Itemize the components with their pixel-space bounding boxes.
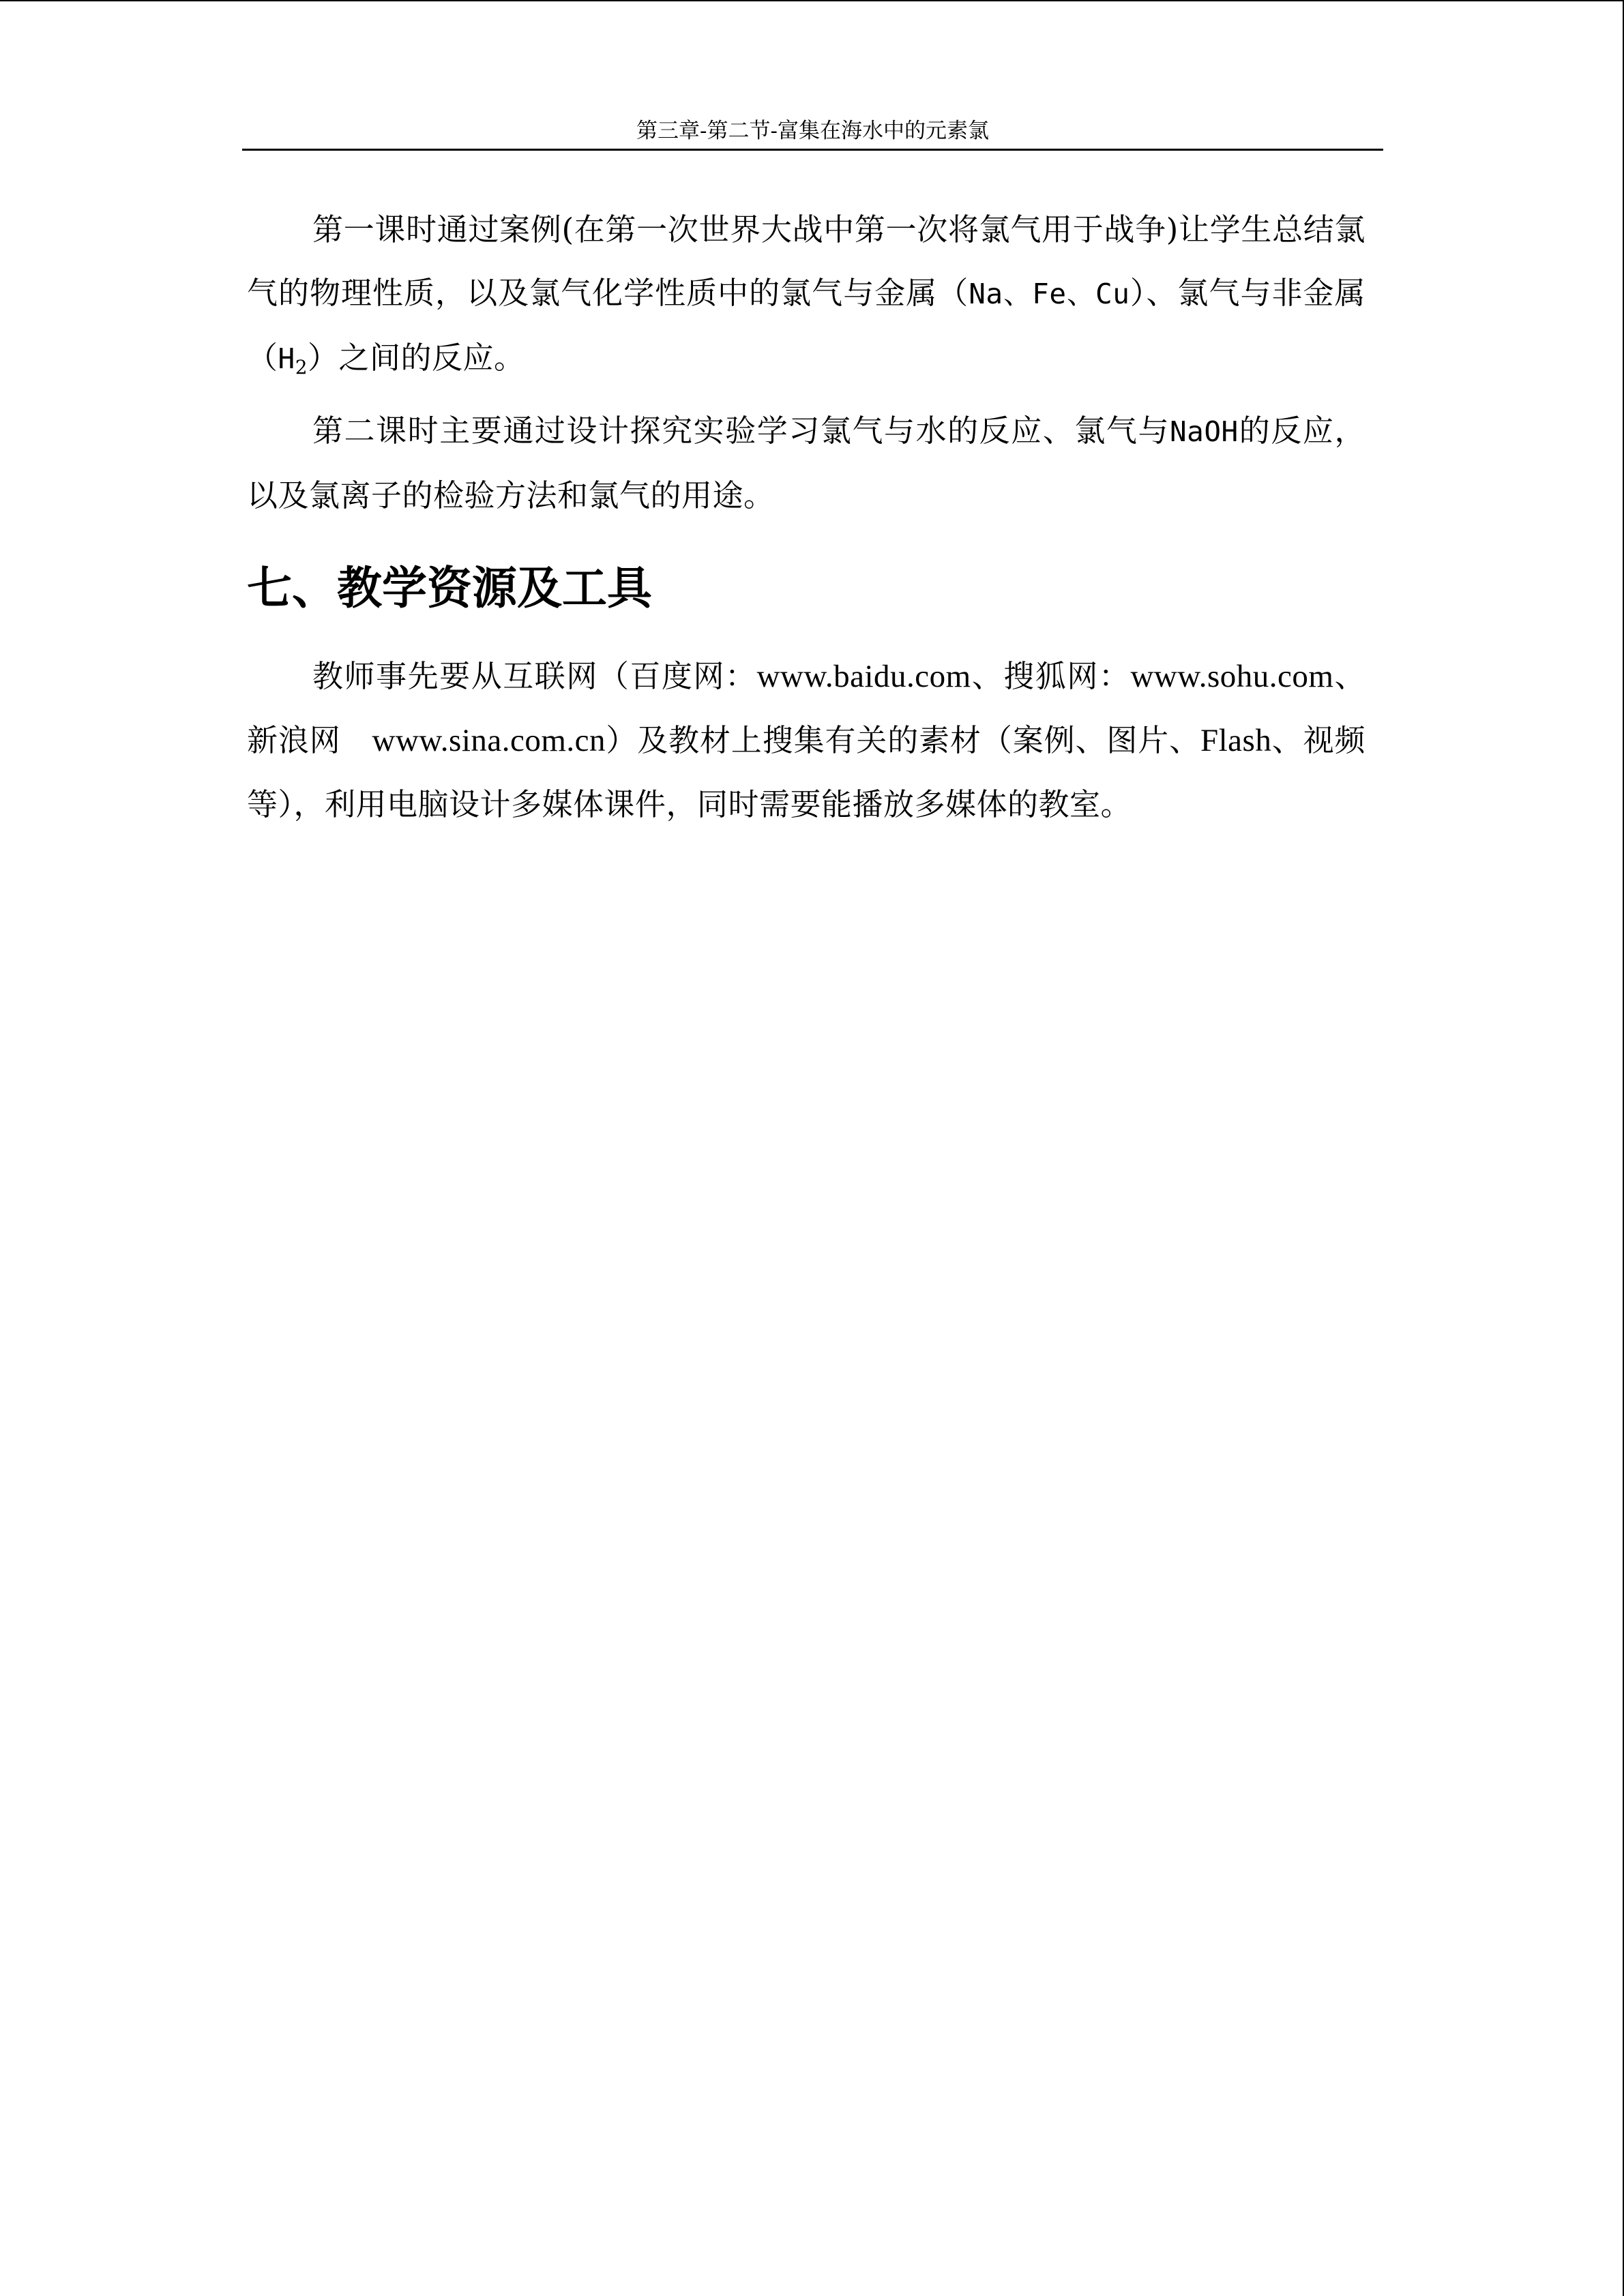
paragraph-second-lesson [247,399,1365,527]
para1-hydrogen-subscript: 2 [295,356,308,378]
resources-text-b: 、搜狐网： [971,658,1131,694]
running-header: 第三章-第二节-富集在海水中的元素氯 [242,113,1383,151]
url-sohu: www.sohu.com [1130,659,1334,694]
para2-naoh: NaOH [1170,415,1239,448]
para1-text-c: ）之间的反应。 [308,340,525,376]
paragraph-first-lesson [247,198,1365,399]
url-baidu: www.baidu.com [756,659,971,694]
page-content [247,198,1365,836]
para1-metals: Na、Fe、Cu [969,278,1130,310]
resources-text-d: ）及教材上搜集有关的素材（案例、图片、 [606,722,1200,758]
resources-text-a: 教师事先要从互联网（百度网： [312,658,757,694]
para2-text-a: 第二课时主要通过设计探究实验学习氯气与水的反应、氯气与 [312,413,1170,449]
para1-text-b: ）、氯气与非金属（ [247,275,1365,376]
section-heading: 七、教学资源及工具 [247,562,652,614]
para1-hydrogen: H [278,342,295,375]
flash-text: Flash [1200,723,1272,758]
resources-text-c: 、新浪网 [247,658,1365,758]
para1-text-a: 第一课时通过案例(在第一次世界大战中第一次将氯气用于战争)让学生总结氯气的物理性质，以及氯气化学性质中的氯气与金属（ [247,211,1365,311]
resources-text-e: 、视频等），利用电脑设计多媒体课件，同时需要能播放多媒体的教室。 [247,722,1365,822]
paragraph-resources [247,644,1365,836]
url-sina: www.sina.com.cn [372,723,606,758]
para2-text-b: 的反应，以及氯离子的检验方法和氯气的用途。 [247,413,1365,513]
